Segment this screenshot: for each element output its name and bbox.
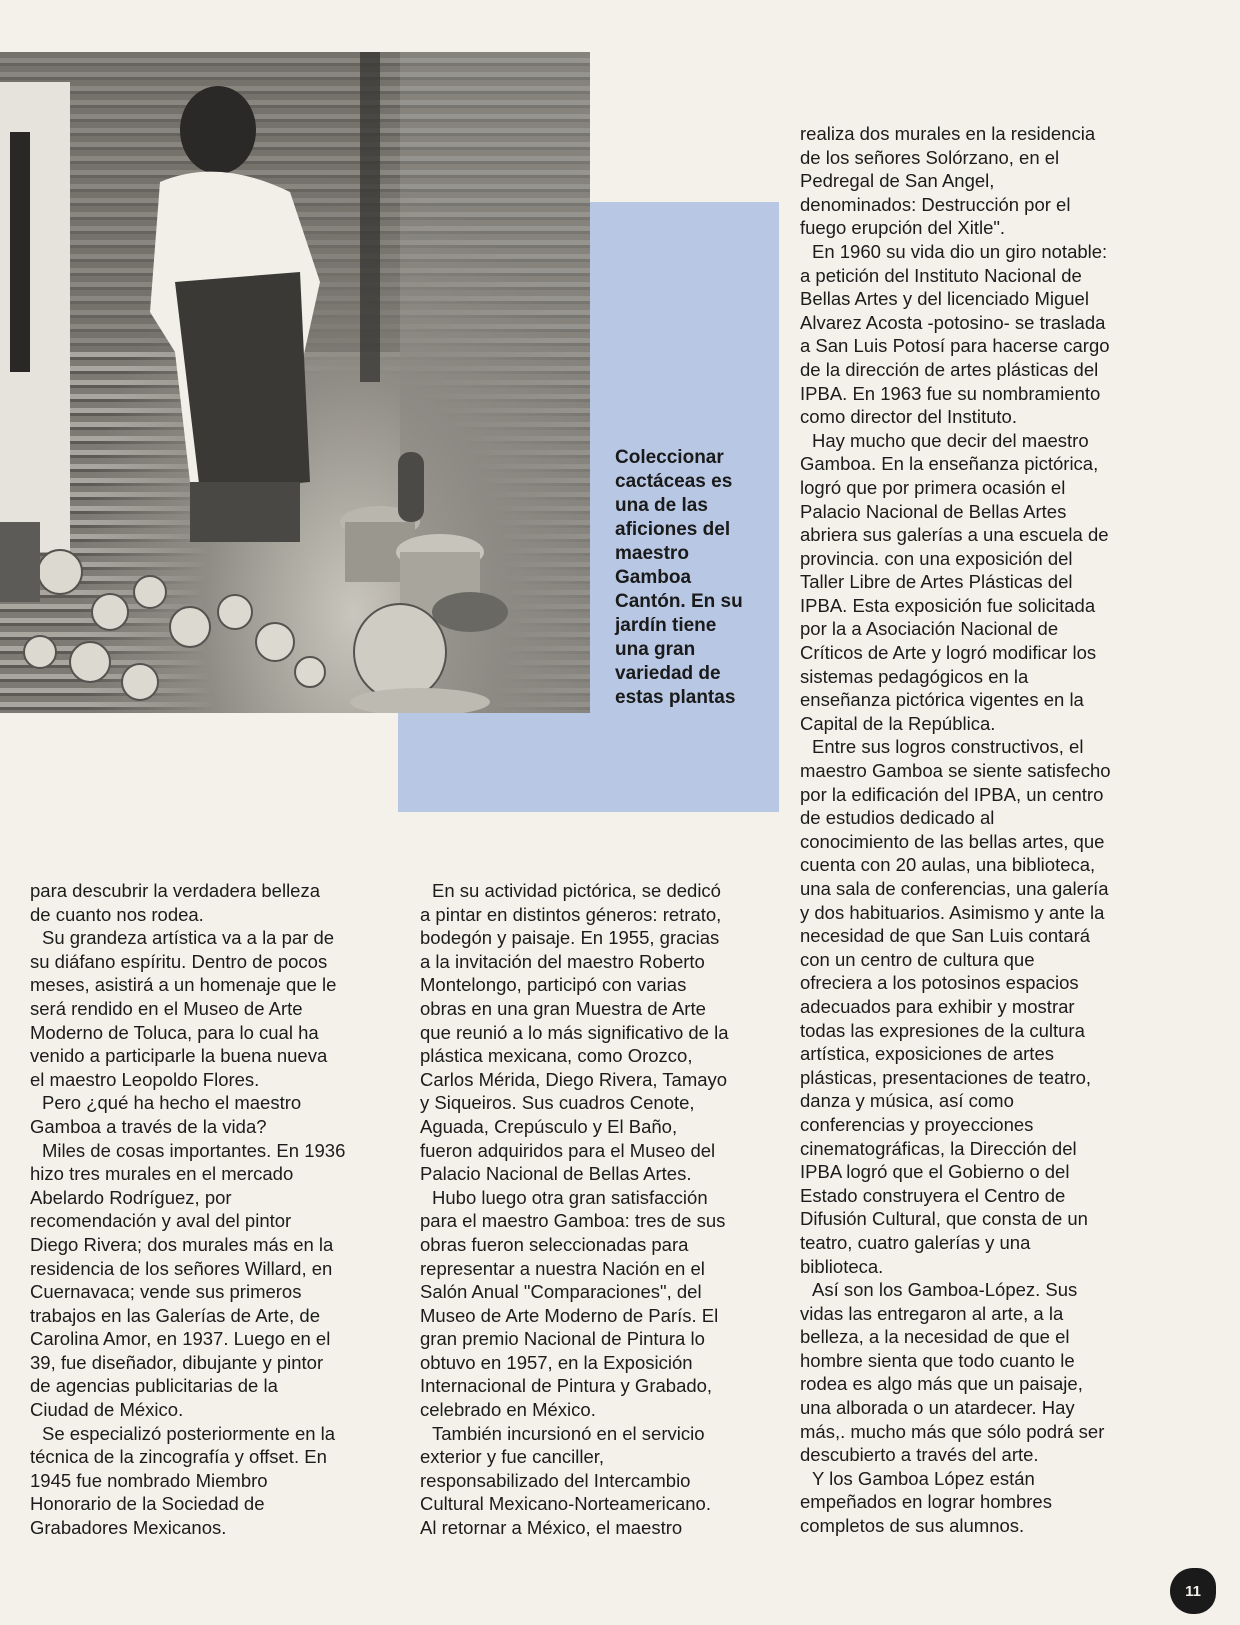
text-column-middle	[420, 879, 770, 1540]
photo-caption: Coleccionar cactáceas es una de las aficiones del maestro Gamboa Cantón. En su jardín tiene una gran variedad de estas plantas	[615, 447, 743, 708]
photo-illustration	[0, 52, 590, 713]
paragraph: Hubo luego otra gran satisfacción para el maestro Gamboa: tres de sus obras fueron seleccionadas para representar a nuestra Nación en el Salón Anual "Comparaciones", del Museo de Arte Moderno de París. El gran premio Nacional de Pintura lo obtuvo en 1957, en la Exposición Internacional de Pintura y Grabado, celebrado en México.	[420, 1186, 726, 1421]
page-number: 11	[1170, 1568, 1216, 1614]
paragraph: Se especializó posteriormente en la técnica de la zincografía y offset. En 1945 fue nombrado Miembro Honorario de la Sociedad de Grabadores Mexicanos.	[30, 1422, 336, 1539]
paragraph: En su actividad pictórica, se dedicó a pintar en distintos géneros: retrato, bodegón y paisaje. En 1955, gracias a la invitación del maestro Roberto Montelongo, participó con varias obras en una gran Muestra de Arte que reunió a lo más significativo de la plástica mexicana, como Orozco, Carlos Mérida, Diego Rivera, Tamayo y Siqueiros. Sus cuadros Cenote, Aguada, Crepúsculo y El Baño, fueron adquiridos para el Museo del Palacio Nacional de Bellas Artes.	[420, 880, 729, 1185]
paragraph: Miles de cosas importantes. En 1936 hizo tres murales en el mercado Abelardo Rodríguez, por recomendación y aval del pintor Diego Rivera; dos murales más en la residencia de los señores Willard, en Cuernavaca; vende sus primeros trabajos en las Galerías de Arte, de Carolina Amor, en 1937. Luego en el 39, fue diseñador, dibujante y pintor de agencias publicitarias de la Ciudad de México.	[30, 1139, 346, 1421]
paragraph: También incursionó en el servicio exterior y fue canciller, responsabilizado del Intercambio Cultural Mexicano-Norteamericano. Al retornar a México, el maestro	[420, 1422, 711, 1539]
paragraph: Pero ¿qué ha hecho el maestro Gamboa a través de la vida?	[30, 1092, 302, 1137]
paragraph: realiza dos murales en la residencia de los señores Solórzano, en el Pedregal de San Angel, denominados: Destrucción por el fuego erupción del Xitle".	[800, 123, 1096, 239]
paragraph: Entre sus logros constructivos, el maestro Gamboa se siente satisfecho por la edificación del IPBA, un centro de estudios dedicado al conocimiento de las bellas artes, que cuenta con 20 aulas, una biblioteca, una sala de conferencias, una galería y dos habituarios. Asimismo y ante la necesidad de que San Luis contará con un centro de cultura que ofreciera a los potosinos espacios adecuados para exhibir y mostrar todas las expresiones de la cultura artística, exposiciones de artes plásticas, presentaciones de teatro, danza y música, así como conferencias y proyecciones cinematográficas, la Dirección del IPBA logró que el Gobierno o del Estado construyera el Centro de Difusión Cultural, que consta de un teatro, cuatro galerías y una biblioteca.	[800, 736, 1111, 1277]
paragraph: En 1960 su vida dio un giro notable: a petición del Instituto Nacional de Bellas Artes y del licenciado Miguel Alvarez Acosta -potosino- se traslada a San Luis Potosí para hacerse cargo de la dirección de artes plásticas del IPBA. En 1963 fue su nombramiento como director del Instituto.	[800, 240, 1110, 428]
paragraph: Y los Gamboa López están empeñados en lograr hombres completos de sus alumnos.	[800, 1467, 1052, 1537]
paragraph: Su grandeza artística va a la par de su diáfano espíritu. Dentro de pocos meses, asistirá a un homenaje que le será rendido en el Museo de Arte Moderno de Toluca, para lo cual ha venido a participarle la buena nueva el maestro Leopoldo Flores.	[30, 927, 337, 1090]
text-column-left	[30, 879, 380, 1540]
paragraph: Así son los Gamboa-López. Sus vidas las entregaron al arte, a la belleza, a la necesidad de que el hombre sienta que todo cuanto le rodea es algo más que un paisaje, una alborada o un atardecer. Hay más,. mucho más que sólo podrá ser descubierto a través del arte.	[800, 1279, 1105, 1466]
paragraph: para descubrir la verdadera belleza de cuanto nos rodea.	[30, 880, 321, 925]
cactus-garden-photo	[0, 52, 590, 713]
text-column-right	[800, 122, 1220, 1538]
paragraph: Hay mucho que decir del maestro Gamboa. En la enseñanza pictórica, logró que por primera ocasión el Palacio Nacional de Bellas Artes abriera sus galerías a una escuela de provincia. con una exposición del Taller Libre de Artes Plásticas del IPBA. Esta exposición fue solicitada por la a Asociación Nacional de Críticos de Arte y logró modificar los sistemas pedagógicos en la enseñanza pictórica vigentes en la Capital de la República.	[800, 429, 1109, 734]
